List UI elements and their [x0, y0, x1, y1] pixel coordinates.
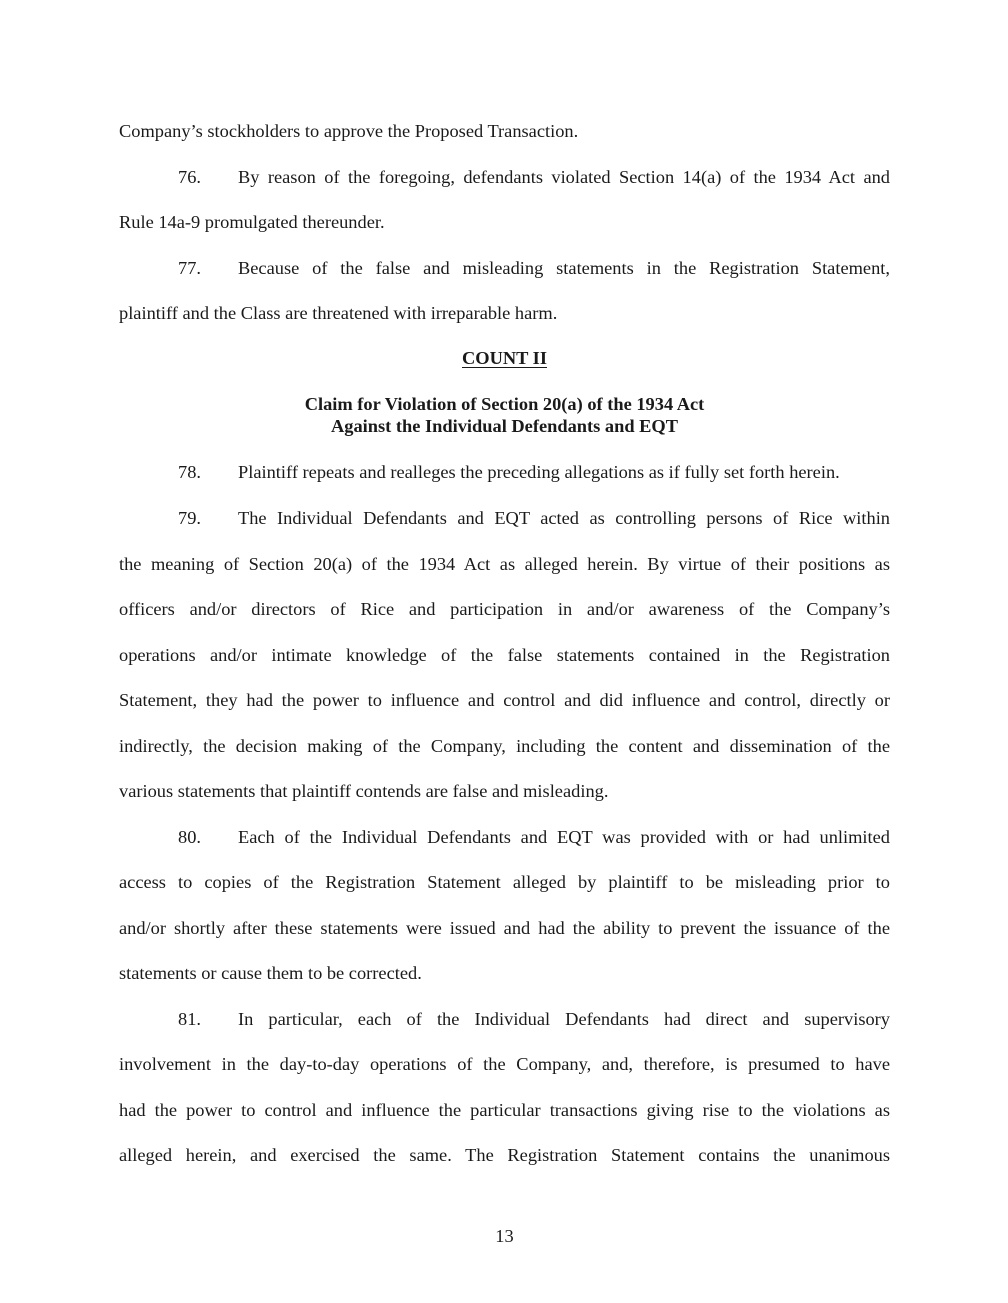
paragraph-number: 80. [178, 827, 201, 847]
paragraph-text: Statement, they had the power to influence and control and did influence and control, directly or [119, 690, 890, 710]
paragraph-81-line-3 [119, 1098, 890, 1122]
paragraph-79-line-1 [119, 506, 890, 530]
paragraph-text: various statements that plaintiff contends are false and misleading. [119, 781, 609, 801]
paragraph-text: Rule 14a-9 promulgated thereunder. [119, 212, 385, 232]
paragraph-text: Each of the Individual Defendants and EQT was provided with or had unlimited [238, 827, 890, 847]
paragraph-79-line-2 [119, 552, 890, 576]
claim-heading-text: Against the Individual Defendants and EQT [331, 416, 678, 436]
paragraph-81-line-4 [119, 1143, 890, 1167]
paragraph-text: operations and/or intimate knowledge of the false statements contained in the Registration [119, 645, 890, 665]
claim-heading-line-1 [119, 393, 890, 415]
count-heading-text: COUNT II [462, 348, 547, 368]
carryover-line [119, 119, 890, 143]
paragraph-79-line-4 [119, 643, 890, 667]
paragraph-number: 76. [178, 167, 201, 187]
carryover-text: Company’s stockholders to approve the Proposed Transaction. [119, 121, 579, 141]
paragraph-text: statements or cause them to be corrected. [119, 963, 422, 983]
paragraph-81-line-2 [119, 1052, 890, 1076]
paragraph-text: The Individual Defendants and EQT acted as controlling persons of Rice within [238, 508, 890, 528]
page-number [119, 1224, 890, 1248]
paragraph-text: indirectly, the decision making of the Company, including the content and dissemination of the [119, 736, 890, 756]
paragraph-80-line-1 [119, 825, 890, 849]
paragraph-text: officers and/or directors of Rice and participation in and/or awareness of the Company’s [119, 599, 890, 619]
paragraph-text: the meaning of Section 20(a) of the 1934 Act as alleged herein. By virtue of their positions as [119, 554, 890, 574]
paragraph-80-line-4 [119, 961, 890, 985]
paragraph-79-line-3 [119, 597, 890, 621]
paragraph-text: alleged herein, and exercised the same. The Registration Statement contains the unanimous [119, 1145, 890, 1165]
paragraph-number: 79. [178, 508, 201, 528]
paragraph-number: 77. [178, 258, 201, 278]
claim-heading-line-2 [119, 415, 890, 437]
paragraph-text: Because of the false and misleading statements in the Registration Statement, [238, 258, 890, 278]
paragraph-text: access to copies of the Registration Statement alleged by plaintiff to be misleading prior to [119, 872, 890, 892]
paragraph-text: involvement in the day-to-day operations of the Company, and, therefore, is presumed to have [119, 1054, 890, 1074]
paragraph-number: 81. [178, 1009, 201, 1029]
document-page [119, 0, 890, 1303]
paragraph-77-line-2 [119, 301, 890, 325]
paragraph-79-line-6 [119, 734, 890, 758]
page-number-text: 13 [495, 1226, 514, 1246]
paragraph-79-line-5 [119, 688, 890, 712]
paragraph-text: plaintiff and the Class are threatened with irreparable harm. [119, 303, 558, 323]
paragraph-76-line-2 [119, 210, 890, 234]
paragraph-80-line-3 [119, 916, 890, 940]
paragraph-76-line-1 [119, 165, 890, 189]
paragraph-81-line-1 [119, 1007, 890, 1031]
claim-heading-text: Claim for Violation of Section 20(a) of the 1934 Act [304, 394, 705, 414]
paragraph-80-line-2 [119, 870, 890, 894]
paragraph-79-line-7 [119, 779, 890, 803]
paragraph-text: had the power to control and influence the particular transactions giving rise to the violations as [119, 1100, 890, 1120]
count-heading [119, 347, 890, 369]
paragraph-77-line-1 [119, 256, 890, 280]
paragraph-number: 78. [178, 462, 201, 482]
paragraph-78-line-1 [119, 460, 890, 484]
paragraph-text: and/or shortly after these statements were issued and had the ability to prevent the issuance of the [119, 918, 890, 938]
paragraph-text: By reason of the foregoing, defendants violated Section 14(a) of the 1934 Act and [238, 167, 890, 187]
paragraph-text: In particular, each of the Individual Defendants had direct and supervisory [238, 1009, 890, 1029]
paragraph-text: Plaintiff repeats and realleges the preceding allegations as if fully set forth herein. [238, 462, 840, 482]
